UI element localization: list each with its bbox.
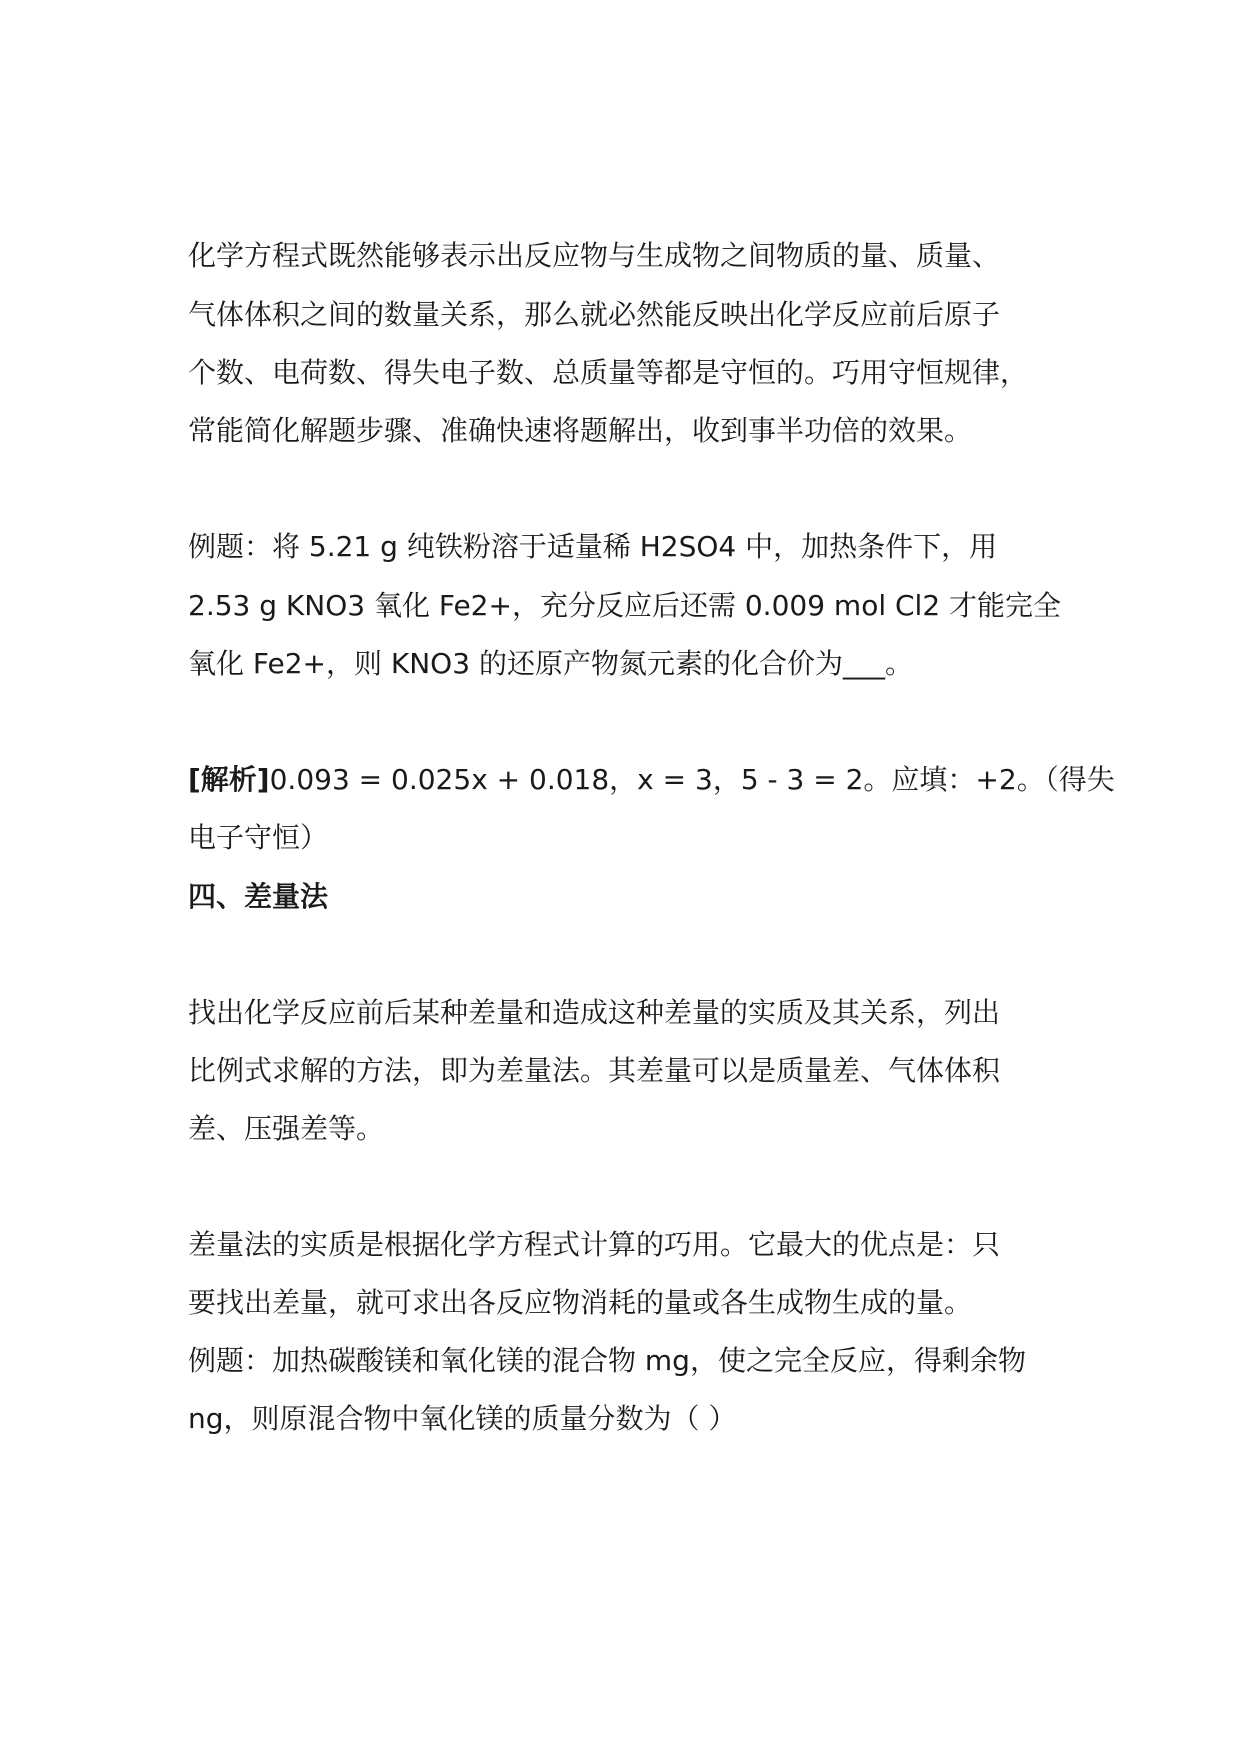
analysis-line [188,760,1115,800]
paragraph-line: 化学方程式既然能够表示出反应物与生成物之间物质的量、质量、 [188,239,1001,272]
analysis-label: [解析] [188,763,270,796]
example-line: ng，则原混合物中氧化镁的质量分数为（ ） [188,1402,737,1435]
paragraph-line: 找出化学反应前后某种差量和造成这种差量的实质及其关系，列出 [188,996,1001,1029]
paragraph-line: 气体体积之间的数量关系，那么就必然能反映出化学反应前后原子 [188,298,1001,331]
section-heading: 四、差量法 [188,880,329,913]
example-line: 2.53 g KNO3 氧化 Fe2+，充分反应后还需 0.009 mol Cl2 才能完全 [188,589,1062,622]
analysis-line: 电子守恒） [188,821,329,854]
paragraph-line: 个数、电荷数、得失电子数、总质量等都是守恒的。巧用守恒规律， [188,356,1029,389]
paragraph-line: 差、压强差等。 [188,1112,385,1145]
paragraph-line: 要找出差量，就可求出各反应物消耗的量或各生成物生成的量。 [188,1286,973,1319]
paragraph-line: 比例式求解的方法，即为差量法。其差量可以是质量差、气体体积 [188,1054,1001,1087]
paragraph-line: 差量法的实质是根据化学方程式计算的巧用。它最大的优点是：只 [188,1228,1001,1261]
analysis-text: 0.093 = 0.025x + 0.018，x = 3，5 - 3 = 2。应填：+2。（得失 [269,763,1115,796]
example-line: 例题：加热碳酸镁和氧化镁的混合物 mg，使之完全反应，得剩余物 [188,1344,1026,1377]
paragraph-line: 常能简化解题步骤、准确快速将题解出，收到事半功倍的效果。 [188,414,973,447]
example-line: 例题：将 5.21 g 纯铁粉溶于适量稀 H2SO4 中，加热条件下，用 [188,530,998,563]
example-line: 氧化 Fe2+，则 KNO3 的还原产物氮元素的化合价为___。 [188,647,913,680]
